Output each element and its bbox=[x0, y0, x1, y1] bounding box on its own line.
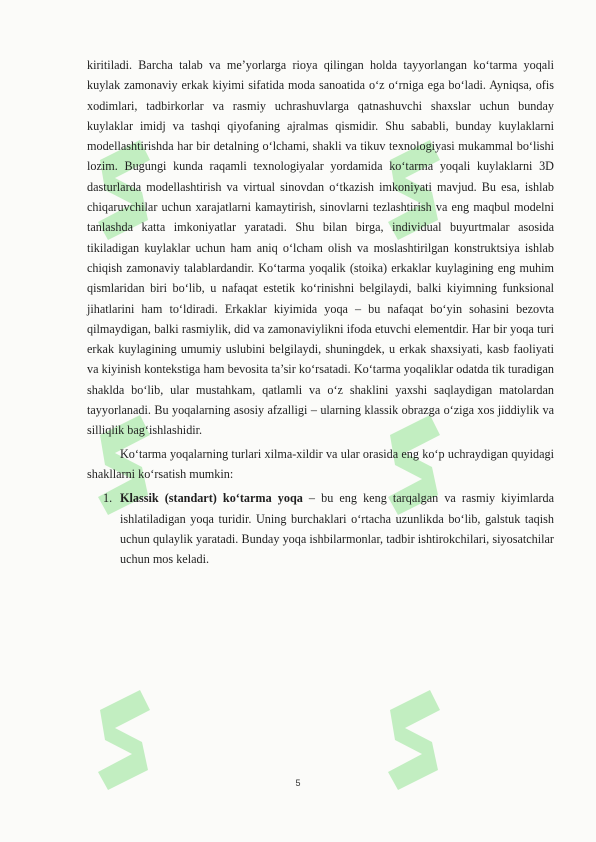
page-number: 5 bbox=[295, 778, 301, 788]
document-body bbox=[87, 55, 554, 569]
list-item-number: 1. bbox=[103, 491, 113, 506]
body-paragraph: Ko‘tarma yoqalarning turlari xilma-xildir va ular orasida eng ko‘p uchraydigan quyidagi shakllarni ko‘rsatish mumkin: bbox=[87, 446, 554, 481]
list-item-text: – bu eng keng tarqalgan va rasmiy kiyimlarda ishlatiladigan yoqa turidir. Uning burchaklari o‘rtacha uzunlikda bo‘lib, galstuk taqish uchun qulaylik yaratadi. Bunday yoqa ishbilarmonlar, tadbir ishtirokchilari, siyosatchilar uchun mos keladi. bbox=[120, 491, 554, 567]
body-paragraph: kiritiladi. Barcha talab va me’yorlarga rioya qilingan holda tayyorlangan ko‘tarma yoqali kuylak zamonaviy erkak kiyimi sifatida moda sanoatida o‘z o‘rniga ega bo‘ladi. Ayniqsa, ofis xodimlari, tadbirkorlar va rasmiy uchrashuvlarga qatnashuvchi shaxslar uchun bunday kuylaklar imidj va tashqi qiyofaning ajralmas qismidir. Shu sababli, bunday kuylaklarni modellashtirishda har bir detalning o‘lchami, shakli va tikuv texnologiyasi mukammal bo‘lishi lozim. Bugungi kunda raqamli texnologiyalar yordamida ko‘tarma yoqali kuylaklarni 3D dasturlarda modellashtirish va virtual sinovdan o‘tkazish imkoniyati mavjud. Bu esa, ishlab chiqaruvchilar uchun xarajatlarni kamaytirish, sinovlarni tezlashtirish va eng maqbul modelni tanlashda katta imkoniyatlar yaratadi. Shu bilan birga, individual buyurtmalar asosida tikiladigan kuylaklar uchun ham aniq o‘lcham olish va moslashtirilgan konstruktsiya ishlab chiqish zamonaviy talablardandir. Ko‘tarma yoqalik (stoika) erkaklar kuylagining eng muhim qismlaridan biri bo‘lib, u nafaqat estetik ko‘rinishni belgilaydi, balki kiyimning funksional jihatlarini ham to‘ldiradi. Erkaklar kiyimida yoqa – bu nafaqat bo‘yin sohasini bezovta qilmaydigan, balki rasmiylik, did va zamonaviylikni ifoda etuvchi elementdir. Har bir yoqa turi erkak kuylagining umumiy uslubini belgilaydi, shuningdek, u erkak shaxsiyati, kasb faoliyati va kiyinish kontekstiga ham bevosita ta’sir ko‘rsatadi. Ko‘tarma yoqaliklar odatda tik turadigan shaklda bo‘lib, ular mustahkam, qatlamli va o‘z shaklini yaxshi saqlaydigan matolardan tayyorlanadi. Bu yoqalarning asosiy afzalligi – ularning klassik obrazga o‘ziga xos jiddiylik va silliqlik bag‘ishlashidir. bbox=[87, 58, 554, 438]
list-item bbox=[87, 488, 554, 569]
collar-types-list bbox=[87, 488, 554, 569]
list-item-term: Klassik (standart) ko‘tarma yoqa bbox=[120, 491, 303, 506]
